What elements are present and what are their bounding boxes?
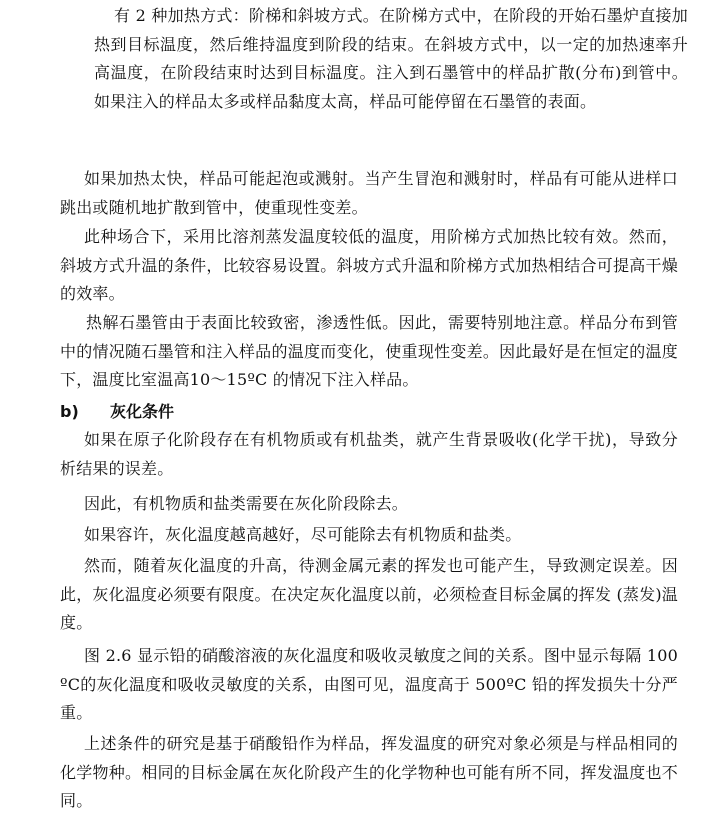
- paragraph-higher-ashing-temperature: 如果容许，灰化温度越高越好，尽可能除去有机物质和盐类。: [84, 525, 522, 544]
- paragraph-remove-in-ashing: 因此，有机物质和盐类需要在灰化阶段除去。: [84, 494, 409, 513]
- paragraph-lower-temperature: 此种场合下，采用比溶剂蒸发温度较低的温度，用阶梯方式加热比较有效。然而，斜坡方式升温的条件，比较容易设置。斜坡方式升温和阶梯方式加热相结合可提高干燥的效率。: [60, 227, 678, 304]
- paragraph-background-absorption: 如果在原子化阶段存在有机物质或有机盐类，就产生背景吸收(化学干扰)，导致分析结果的误差。: [60, 430, 678, 478]
- section-number: b): [60, 402, 79, 421]
- paragraph-figure-2-6: 图 2.6 显示铅的硝酸溶液的灰化温度和吸收灵敏度之间的关系。图中显示每隔 100ºC的灰化温度和吸收灵敏度的关系，由图可见，温度高于 500ºC 铅的挥发损失十分严重。: [60, 646, 678, 723]
- section-title: 灰化条件: [110, 402, 175, 421]
- paragraph-pyrolytic-graphite-tube: 热解石墨管由于表面比较致密，渗透性低。因此，需要特别地注意。样品分布到管中的情况随石墨管和注入样品的温度而变化，使重现性变差。因此最好是在恒定的温度下，温度比室温高10～15ºC 的情况下注入样品。: [60, 313, 678, 390]
- paragraph-heating-too-fast: 如果加热太快，样品可能起泡或溅射。当产生冒泡和溅射时，样品有可能从进样口跳出或随机地扩散到管中，使重现性变差。: [60, 169, 678, 217]
- paragraph-volatilization-limit: 然而，随着灰化温度的升高，待测金属元素的挥发也可能产生，导致测定误差。因此，灰化温度必须要有限度。在决定灰化温度以前，必须检查目标金属的挥发 (蒸发)温度。: [60, 556, 678, 633]
- section-heading-ashing-conditions: [60, 398, 174, 426]
- paragraph-heating-methods: 有 2 种加热方式：阶梯和斜坡方式。在阶梯方式中，在阶段的开始石墨炉直接加热到目标温度，然后维持温度到阶段的结束。在斜坡方式中，以一定的加热速率升高温度，在阶段结束时达到目标温度。注入到石墨管中的样品扩散(分布)到管中。如果注入的样品太多或样品黏度太高，样品可能停留在石墨管的表面。: [94, 6, 688, 111]
- paragraph-chemical-species: 上述条件的研究是基于硝酸铅作为样品，挥发温度的研究对象必须是与样品相同的化学物种。相同的目标金属在灰化阶段产生的化学物种也可能有所不同，挥发温度也不同。: [60, 734, 678, 811]
